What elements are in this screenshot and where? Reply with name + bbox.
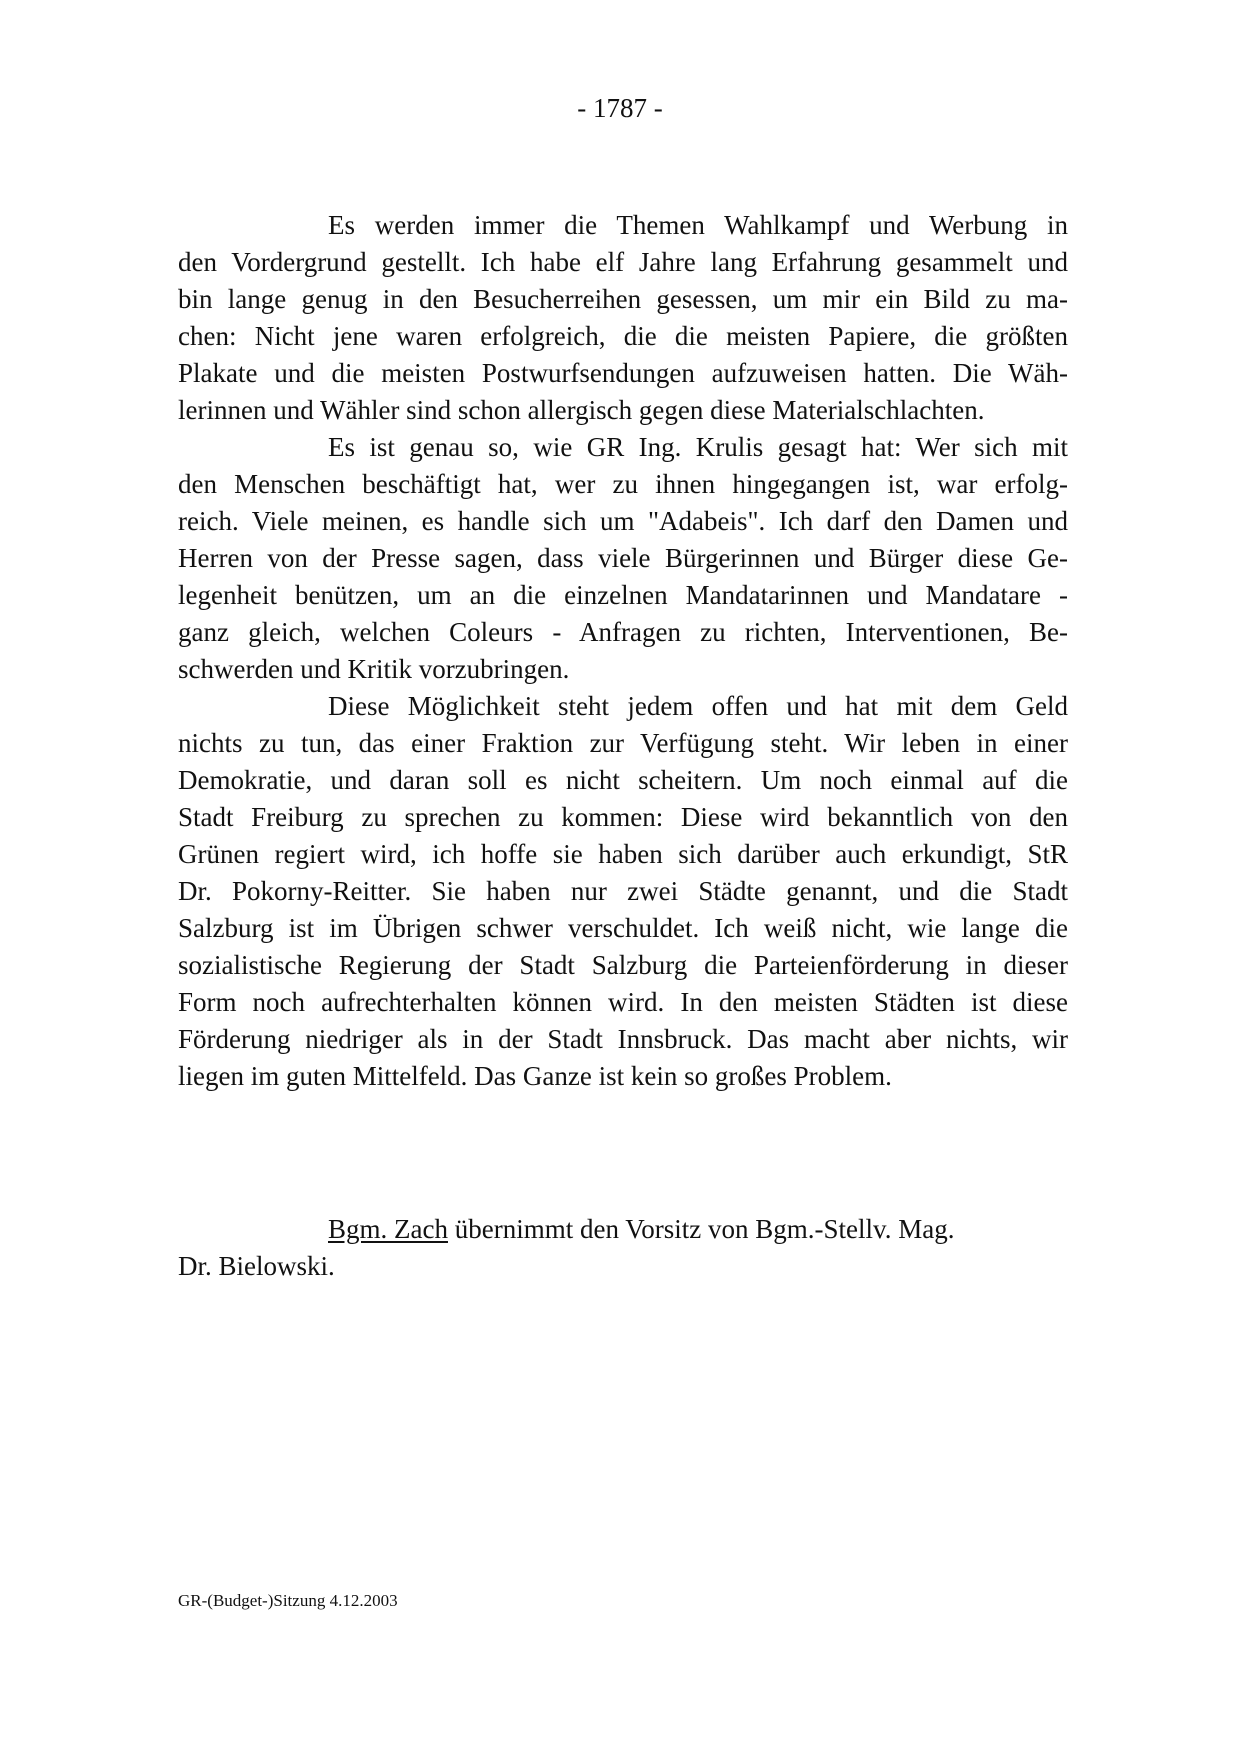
text-line: Dr. Pokorny-Reitter. Sie haben nur zwei Städte genannt, und die Stadt (178, 876, 1068, 906)
text-line: Förderung niedriger als in der Stadt Innsbruck. Das macht aber nichts, wir (178, 1024, 1068, 1054)
text-line: den Vordergrund gestellt. Ich habe elf Jahre lang Erfahrung gesammelt und (178, 247, 1068, 277)
text-line: Form noch aufrechterhalten können wird. In den meisten Städten ist diese (178, 987, 1068, 1017)
text-line: bin lange genug in den Besucherreihen gesessen, um mir ein Bild zu ma- (178, 284, 1068, 314)
text-line: nichts zu tun, das einer Fraktion zur Verfügung steht. Wir leben in einer (178, 728, 1068, 758)
chair-note-line-2: Dr. Bielowski. (178, 1251, 335, 1281)
text-line: sozialistische Regierung der Stadt Salzburg die Parteienförderung in dieser (178, 950, 1068, 980)
paragraph-3 (178, 688, 1068, 1095)
text-line: Demokratie, und daran soll es nicht scheitern. Um noch einmal auf die (178, 765, 1068, 795)
text-line: Grünen regiert wird, ich hoffe sie haben sich darüber auch erkundigt, StR (178, 839, 1068, 869)
text-line: schwerden und Kritik vorzubringen. (178, 654, 570, 684)
text-line: den Menschen beschäftigt hat, wer zu ihnen hingegangen ist, war erfolg- (178, 469, 1068, 499)
text-line: Es ist genau so, wie GR Ing. Krulis gesagt hat: Wer sich mit (328, 432, 1068, 462)
paragraph-2 (178, 429, 1068, 688)
speaker-name: Bgm. Zach (328, 1214, 448, 1244)
text-line: Stadt Freiburg zu sprechen zu kommen: Diese wird bekanntlich von den (178, 802, 1068, 832)
session-footer: GR-(Budget-)Sitzung 4.12.2003 (178, 1591, 398, 1610)
chair-note-text: übernimmt den Vorsitz von Bgm.-Stellv. Mag. (447, 1214, 955, 1244)
speech-text (178, 207, 1068, 1095)
text-line: lerinnen und Wähler sind schon allergisch gegen diese Materialschlachten. (178, 395, 985, 425)
chair-change-note (178, 1211, 1068, 1285)
text-line: ganz gleich, welchen Coleurs - Anfragen zu richten, Interventionen, Be- (178, 617, 1068, 647)
text-line: Es werden immer die Themen Wahlkampf und Werbung in (328, 210, 1068, 240)
text-line: chen: Nicht jene waren erfolgreich, die die meisten Papiere, die größten (178, 321, 1068, 351)
text-line: Plakate und die meisten Postwurfsendungen aufzuweisen hatten. Die Wäh- (178, 358, 1068, 388)
text-line: Salzburg ist im Übrigen schwer verschuldet. Ich weiß nicht, wie lange die (178, 913, 1068, 943)
text-line: liegen im guten Mittelfeld. Das Ganze ist kein so großes Problem. (178, 1061, 892, 1091)
text-line: reich. Viele meinen, es handle sich um "Adabeis". Ich darf den Damen und (178, 506, 1068, 536)
chair-note-line-1 (178, 1211, 1068, 1248)
page-number: - 1787 - (577, 93, 663, 123)
text-line: legenheit benützen, um an die einzelnen Mandatarinnen und Mandatare - (178, 580, 1068, 610)
text-line: Diese Möglichkeit steht jedem offen und hat mit dem Geld (328, 691, 1068, 721)
text-line: Herren von der Presse sagen, dass viele Bürgerinnen und Bürger diese Ge- (178, 543, 1068, 573)
paragraph-1 (178, 207, 1068, 429)
